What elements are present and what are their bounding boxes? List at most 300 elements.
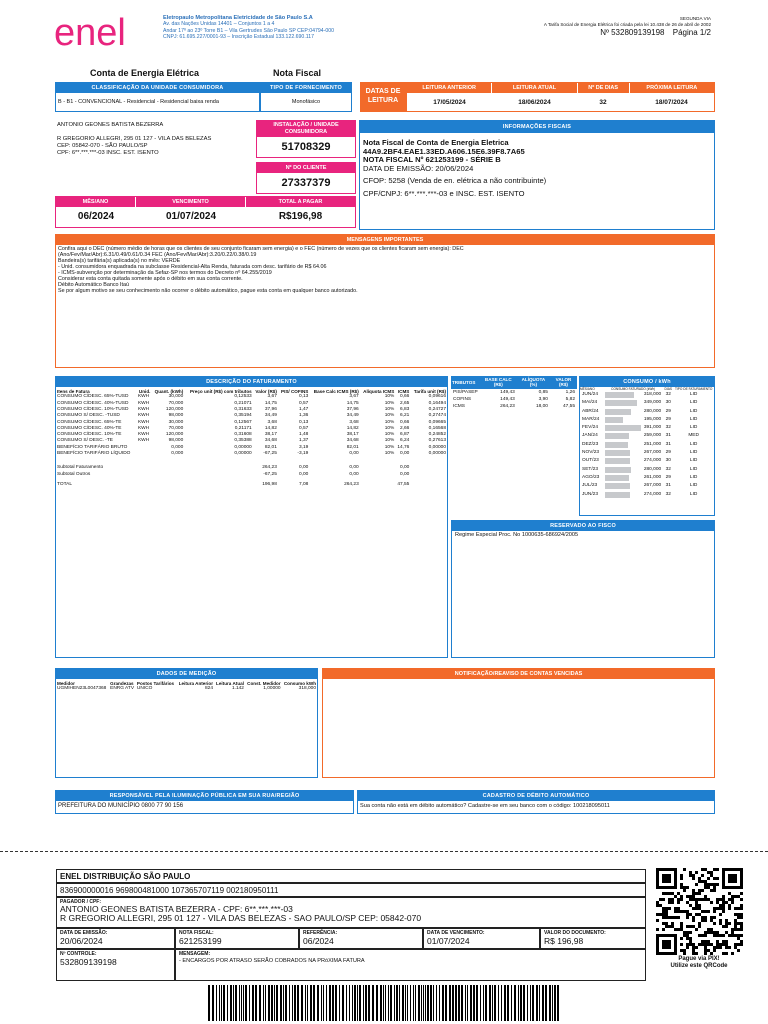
qr-module [674, 907, 677, 910]
pix-caption-1: Pague via PIX! [678, 956, 720, 962]
qr-module [665, 913, 668, 916]
faturamento-column-header: Quant. (kWh) [154, 389, 184, 394]
faturamento-cell: 38,17 [346, 432, 359, 438]
qr-module [740, 913, 743, 916]
qr-module [692, 919, 695, 922]
company-line2: Andar 17º ao 23º Torre B1 – Vila Gertrudes São Paulo SP CEP:04794-000 [163, 27, 335, 34]
tributos-row [451, 389, 577, 396]
consumo-kwh: 274,000 [643, 491, 662, 497]
barcode-bar [323, 985, 324, 1021]
qr-module [713, 886, 716, 889]
tributos-cell: 264,23 [500, 404, 515, 410]
faturamento-row [56, 394, 447, 400]
qr-module [689, 913, 692, 916]
medicao-cell: UNICO [136, 686, 153, 692]
barcode-bar [283, 985, 284, 1021]
consumo-row [580, 466, 714, 474]
qr-module [662, 898, 665, 901]
consumo-dias: 29 [665, 474, 671, 480]
consumo-month: NOV/23 [582, 450, 600, 456]
faturamento-cell: 2,65 [400, 400, 410, 406]
barcode-bar [376, 985, 378, 1021]
qr-module [671, 922, 674, 925]
faturamento-cell: 0,00 [349, 465, 359, 471]
qr-module [731, 895, 734, 898]
qr-module [716, 907, 719, 910]
consumo-row [580, 491, 714, 499]
faturamento-row [56, 420, 447, 426]
faturamento-cell: 10% [384, 419, 395, 425]
doc-top-info [471, 16, 711, 38]
qr-module [707, 931, 710, 934]
qr-module [731, 952, 734, 955]
consumo-tipo: LID [689, 416, 698, 422]
qr-module [734, 895, 737, 898]
qr-module [728, 907, 731, 910]
debito-box [357, 790, 715, 814]
faturamento-cell: 1,37 [299, 438, 309, 444]
barcode-bar [313, 985, 315, 1021]
qr-module [698, 925, 701, 928]
qr-module [686, 925, 689, 928]
qr-module [677, 910, 680, 913]
barcode-bar [527, 985, 528, 1021]
consumo-bar [605, 483, 630, 489]
faturamento-cell: 120,000 [165, 432, 184, 438]
barcode-bar [532, 985, 534, 1021]
barcode-bar [492, 985, 493, 1021]
qr-module [692, 889, 695, 892]
qr-module [725, 922, 728, 925]
qr-module [701, 874, 704, 877]
consumo-month: FEV/24 [582, 425, 598, 431]
qr-module [707, 883, 710, 886]
datas-value-anterior: 17/05/2024 [433, 99, 466, 106]
tributos-cell: PIS/PASEP [453, 389, 478, 395]
qr-module [689, 940, 692, 943]
cliente-addr1: R GREGORIO ALLEGRI, 295 01 127 - VILA DAS BELEZAS [57, 136, 212, 142]
qr-module [725, 940, 728, 943]
consumo-row [580, 391, 714, 399]
qr-module [716, 868, 719, 871]
faturamento-cell: 10% [384, 407, 395, 412]
consumo-bar [605, 409, 631, 415]
qr-module [692, 925, 695, 928]
barcode-bar [436, 985, 437, 1021]
datas-header-proxima: PRÓXIMA LEITURA [646, 85, 698, 91]
barcode-bar [255, 985, 257, 1021]
barcode-bar [280, 985, 282, 1021]
qr-module [716, 898, 719, 901]
faturamento-cell: 0,00 [299, 465, 309, 471]
qr-module [740, 928, 743, 931]
medicao-box [55, 668, 318, 778]
faturamento-cell: 6,24 [400, 438, 410, 444]
consumo-tipo: LID [689, 425, 698, 431]
qr-module [680, 895, 683, 898]
qr-module [695, 871, 698, 874]
pagamento-total: R$196,98 [278, 211, 323, 222]
qr-module [737, 913, 740, 916]
qr-module [734, 919, 737, 922]
qr-module [707, 928, 710, 931]
qr-module [704, 898, 707, 901]
qr-module [737, 928, 740, 931]
consumo-value-cell [603, 432, 663, 440]
consumo-dias: 31 [665, 483, 671, 489]
fiscal-line3: NOTA FISCAL Nº 621253199 - SÉRIE B [363, 155, 501, 165]
qr-module [713, 883, 716, 886]
qr-module [689, 874, 692, 877]
faturamento-cell: KWH [137, 400, 150, 406]
qr-module [716, 883, 719, 886]
faturamento-cell [137, 451, 151, 457]
consumo-dias: 30 [665, 400, 671, 406]
barcode-bar [427, 985, 429, 1021]
faturamento-column-header: Base Calc ICMS (R$) [313, 389, 359, 394]
qr-module [707, 943, 710, 946]
consumo-kwh: 280,000 [643, 408, 662, 414]
qr-module [686, 934, 689, 937]
barcode-bar [239, 985, 240, 1021]
barcode-bar [359, 985, 361, 1021]
faturamento-cell: 0,21171 [234, 425, 252, 431]
faturamento-cell: 82,01 [264, 444, 277, 450]
qr-module [713, 889, 716, 892]
barcode-bar [425, 985, 426, 1021]
consumo-row [580, 424, 714, 432]
qr-module [713, 931, 716, 934]
barcode-bar [489, 985, 491, 1021]
doc-number: Nº 532809139198 [600, 28, 665, 37]
faturamento-box [55, 376, 448, 658]
slip-pagador: PAGADOR / CPF: ANTONIO GEONES BATISTA BEZERRA - CPF: 6**.***.***-03 R GREGORIO ALLEGRI, 295 01 127 - VILA DAS BELEZAS - SAO PAULO/SP CEP: 05842-070 [56, 897, 646, 928]
qr-module [704, 946, 707, 949]
faturamento-cell: 0,35194 [234, 413, 252, 419]
qr-module [695, 907, 698, 910]
qr-module [662, 913, 665, 916]
faturamento-column-header: Alíquota ICMS [363, 389, 395, 394]
fiscal-line2: 44A9.2BF4.EAE1.33ED.A606.15E6.39F8.7A65 [363, 146, 525, 156]
enel-logo [52, 12, 142, 52]
faturamento-cell: 0,12533 [234, 394, 252, 400]
faturamento-cell: 1,47 [299, 407, 309, 412]
consumo-tipo: LID [689, 458, 698, 464]
faturamento-cell: 70,000 [168, 425, 184, 431]
qr-module [680, 937, 683, 940]
qr-module [656, 901, 659, 904]
faturamento-cell: 0,00 [400, 465, 410, 471]
consumo-bar [605, 417, 623, 423]
faturamento-cell: 10% [384, 438, 395, 444]
qr-module [680, 922, 683, 925]
tributos-cell: 149,43 [500, 397, 515, 403]
barcode-bar [317, 985, 319, 1021]
qr-module [689, 925, 692, 928]
barcode-bar [329, 985, 331, 1021]
company-line3: CNPJ: 61.695.227/0001-93 – Inscrição Estadual 133.122.690.117 [163, 33, 315, 40]
qr-module [698, 904, 701, 907]
qr-module [728, 904, 731, 907]
faturamento-cell: 38,17 [264, 432, 277, 438]
qr-module [737, 937, 740, 940]
barcode-bar [511, 985, 512, 1021]
qr-module [668, 907, 671, 910]
qr-module [710, 931, 713, 934]
qr-module [683, 889, 686, 892]
qr-module [722, 952, 725, 955]
barcode-bar [265, 985, 266, 1021]
consumo-column-header: MÊS/ANO [580, 387, 595, 391]
qr-module [704, 880, 707, 883]
barcode-bar [289, 985, 290, 1021]
faturamento-cell: 0,31633 [234, 407, 252, 412]
tributos-column-header: ALÍQUOTA (%) [517, 376, 550, 389]
consumo-dias: 32 [665, 392, 671, 397]
qr-module [686, 886, 689, 889]
tributos-row [451, 403, 577, 410]
faturamento-cell: CONSUMO C/DESC. 10%-TUSD [57, 407, 129, 412]
qr-module [677, 898, 680, 901]
faturamento-cell: 3,68 [267, 419, 277, 425]
consumo-month: MAR/24 [582, 416, 600, 422]
qr-module [671, 901, 674, 904]
consumo-row [580, 482, 714, 490]
qr-finder [662, 874, 671, 883]
num-cliente-value: 27337379 [281, 177, 331, 189]
qr-module [692, 898, 695, 901]
tributos-cell: 1,26 [565, 389, 575, 395]
consumo-tipo: LID [689, 441, 698, 447]
faturamento-table [56, 389, 447, 488]
faturamento-cell: 34,68 [264, 438, 277, 444]
faturamento-cell: KWH [137, 438, 150, 444]
consumo-dias: 31 [665, 441, 671, 447]
qr-module [674, 895, 677, 898]
barcode-bar [433, 985, 434, 1021]
tributos-cell: 18,00 [535, 404, 548, 410]
barcode-bar [458, 985, 460, 1021]
qr-module [662, 916, 665, 919]
qr-module [692, 916, 695, 919]
faturamento-cell: 0,00000 [234, 444, 252, 450]
qr-module [701, 889, 704, 892]
qr-module [722, 943, 725, 946]
qr-module [686, 916, 689, 919]
faturamento-cell: 70,000 [168, 400, 184, 406]
qr-module [704, 943, 707, 946]
debito-value: Sua conta não está em débito automático? Cadastre-se em seu banco com o código: 100218095011 [360, 803, 610, 809]
barcode-bar [557, 985, 559, 1021]
mensagem-line: Débito Automático Banco Itaú [58, 282, 130, 288]
faturamento-column-header: ICMS [397, 389, 410, 394]
qr-module [683, 931, 686, 934]
qr-module [716, 943, 719, 946]
qr-module [704, 952, 707, 955]
barcode-bar [498, 985, 499, 1021]
barcode-bar [332, 985, 334, 1021]
qr-module [680, 886, 683, 889]
faturamento-cell: 34,68 [346, 438, 359, 444]
enel-logo-text: enel [54, 12, 126, 52]
mensagem-line: - Unid. consumidora enquadrada na subclasse Residencial-Alta Renda, faturada com desc. tarifário de R$ 64.06 [58, 264, 327, 270]
qr-finder [728, 874, 737, 883]
qr-module [713, 910, 716, 913]
barcode-bar [212, 985, 214, 1021]
classificacao-box [55, 82, 260, 112]
classificacao-value: B - B1 - CONVENCIONAL - Residencial - Residencial baixa renda [58, 99, 219, 105]
qr-module [692, 895, 695, 898]
barcode-bar [380, 985, 382, 1021]
qr-module [716, 901, 719, 904]
qr-module [722, 904, 725, 907]
qr-module [692, 946, 695, 949]
faturamento-cell: CONSUMO C/DESC. 65%-TUSD [57, 394, 129, 400]
consumo-month: AGO/23 [582, 474, 600, 480]
qr-module [680, 883, 683, 886]
barcode-bar [396, 985, 398, 1021]
qr-module [740, 907, 743, 910]
pix-caption-2: Utilize este QRCode [670, 963, 728, 969]
qr-module [719, 898, 722, 901]
qr-module [734, 928, 737, 931]
faturamento-cell: 6,83 [400, 407, 410, 412]
qr-module [707, 871, 710, 874]
faturamento-cell: 0,24852 [428, 432, 446, 438]
faturamento-cell: CONSUMO C/DESC. 40%-TE [57, 425, 122, 431]
consumo-kwh: 259,000 [643, 433, 662, 439]
faturamento-cell: -3,19 [297, 451, 309, 457]
qr-module [698, 943, 701, 946]
faturamento-cell: 0,13 [299, 394, 309, 400]
qr-module [665, 916, 668, 919]
faturamento-row [56, 451, 447, 457]
qr-module [677, 916, 680, 919]
qr-module [710, 919, 713, 922]
consumo-dias: 31 [665, 433, 671, 439]
qr-module [695, 913, 698, 916]
barcode-bar [285, 985, 287, 1021]
consumo-bar [605, 492, 630, 498]
faturamento-cell: 37,96 [346, 407, 359, 412]
slip-mensagem: MENSAGEM: - ENCARGOS POR ATRASO SERÃO COBRADOS NA PRóXIMA FATURA [175, 949, 646, 981]
qr-module [707, 910, 710, 913]
faturamento-cell: 6,87 [400, 432, 410, 438]
qr-module [665, 910, 668, 913]
barcode-bar [235, 985, 237, 1021]
qr-module [728, 934, 731, 937]
qr-module [662, 910, 665, 913]
consumo-month: JAN/24 [582, 433, 598, 439]
barcode-bar [259, 985, 261, 1021]
consumo-value-cell [603, 424, 663, 432]
faturamento-cell: CONSUMO C/DESC. 65%-TE [57, 419, 122, 425]
faturamento-cell: KWH [137, 419, 150, 425]
consumo-bar [605, 458, 630, 464]
faturamento-cell: 0,66 [400, 419, 410, 425]
via-label: SEGUNDA VIA [679, 16, 711, 21]
consumo-tipo: MED [688, 433, 699, 439]
faturamento-cell: KWH [137, 425, 150, 431]
barcode-bar [252, 985, 254, 1021]
barcode-bar [514, 985, 516, 1021]
faturamento-cell: 0,00 [349, 471, 359, 477]
pagamento-header-total: TOTAL A PAGAR [278, 199, 323, 205]
reservado-header: RESERVADO AO FISCO [452, 521, 714, 531]
qr-module [704, 895, 707, 898]
faturamento-column-header: Unid. [138, 389, 151, 394]
qr-module [674, 928, 677, 931]
faturamento-cell: 0,00000 [234, 451, 252, 457]
qr-module [731, 901, 734, 904]
tributos-cell: 0,85 [538, 389, 548, 395]
qr-module [656, 913, 659, 916]
barcode-bar [552, 985, 553, 1021]
consumo-row [580, 449, 714, 457]
consumo-tipo: LID [689, 491, 698, 497]
faturamento-cell: 10% [384, 432, 395, 438]
faturamento-cell: 3,68 [349, 419, 359, 425]
qr-module [671, 892, 674, 895]
consumo-kwh: 349,000 [643, 400, 662, 406]
qr-module [725, 952, 728, 955]
qr-module [677, 892, 680, 895]
qr-module [689, 871, 692, 874]
faturamento-cell: 1,48 [299, 432, 309, 438]
faturamento-cell: 3,67 [349, 394, 359, 400]
cliente-addr2: CEP: 05842-070 - SÃO PAULO/SP [57, 143, 148, 149]
faturamento-cell: 0,00 [400, 451, 410, 457]
faturamento-cell: BENEFÍCIO TARIFÁRIO LÍQUIDO [57, 451, 131, 457]
consumo-value-cell [603, 457, 663, 465]
qr-module [680, 928, 683, 931]
barcode-bar [335, 985, 337, 1021]
consumo-row [580, 408, 714, 416]
barcode-bar [439, 985, 440, 1021]
qr-module [740, 898, 743, 901]
faturamento-cell: Subtotal Outros [57, 471, 91, 477]
qr-module [680, 943, 683, 946]
barcode-bar [368, 985, 370, 1021]
qr-module [680, 877, 683, 880]
barcode-bar [326, 985, 327, 1021]
barcode-bar [470, 985, 472, 1021]
qr-module [659, 898, 662, 901]
faturamento-column-header: Preço unit (R$) com tributos [189, 389, 252, 394]
notificacao-box [322, 668, 715, 778]
consumo-kwh: 195,000 [643, 416, 662, 422]
qr-module [731, 898, 734, 901]
faturamento-column-header: Itens de Fatura [57, 389, 90, 394]
instalacao-box [256, 120, 356, 158]
barcode-bar [465, 985, 466, 1021]
qr-module [725, 925, 728, 928]
qr-module [695, 898, 698, 901]
faturamento-cell: 0,35388 [234, 438, 252, 444]
faturamento-cell: 14,75 [264, 400, 277, 406]
qr-module [692, 949, 695, 952]
consumo-month: DEZ/23 [582, 441, 599, 447]
qr-module [695, 901, 698, 904]
tributos-cell: 149,43 [500, 389, 515, 395]
mensagem-line: Se por algum motivo se seu conhecimento não ocorrer o débito automático, pague esta conta em qualquer banco autorizado. [58, 288, 358, 294]
qr-module [719, 904, 722, 907]
barcode-bar [223, 985, 225, 1021]
barcode-bar [241, 985, 242, 1021]
fiscal-line6: CPF/CNPJ: 6**.***.***-03 e INSC. EST. ISENTO [363, 188, 525, 198]
qr-module [737, 943, 740, 946]
qr-module [722, 934, 725, 937]
